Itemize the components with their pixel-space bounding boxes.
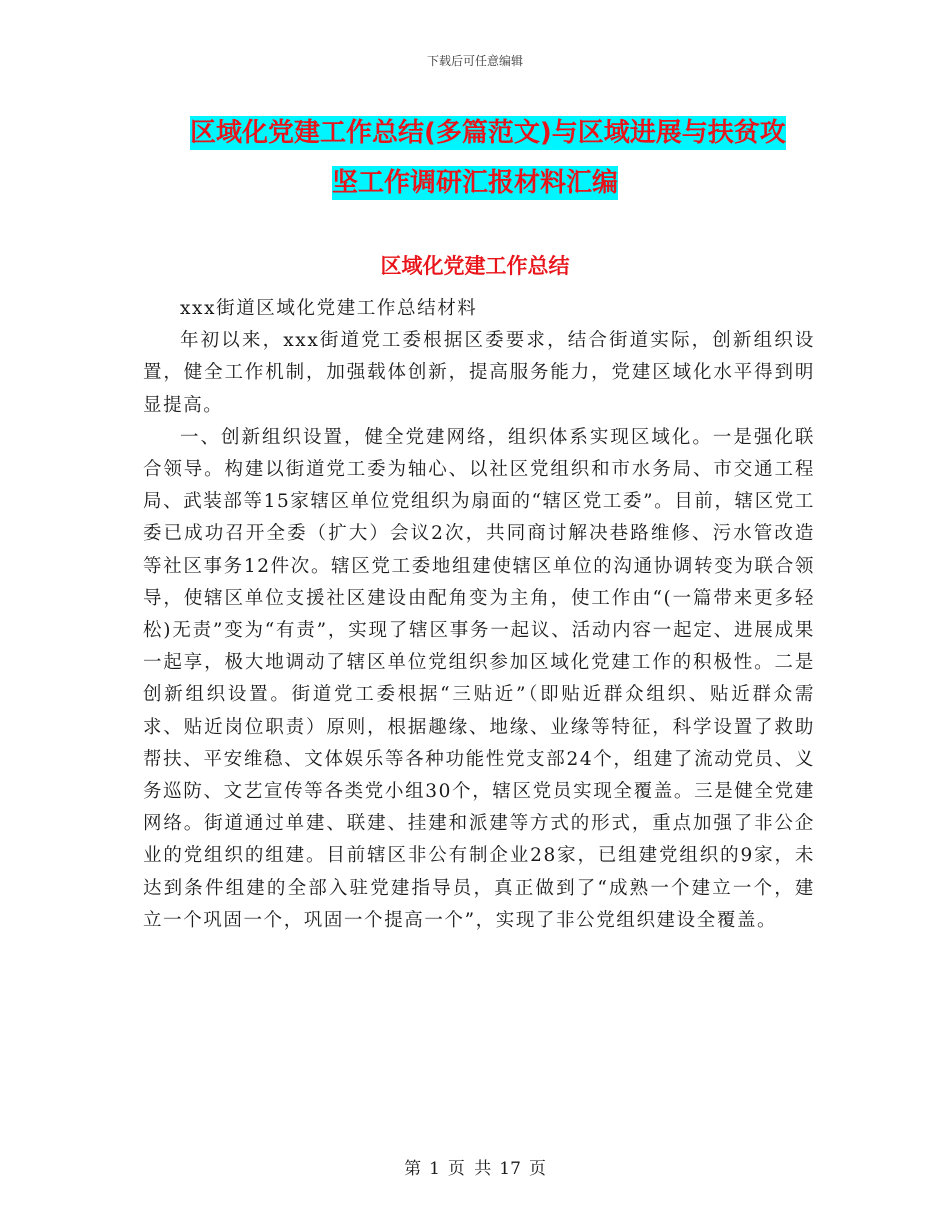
footer-page-number: 1 xyxy=(429,1159,440,1179)
section-title: 区域化党建工作总结 xyxy=(380,254,570,278)
footer-middle: 页 共 xyxy=(447,1159,492,1179)
page-footer xyxy=(0,1154,950,1179)
header-note: 下载后可任意编辑 xyxy=(426,54,523,68)
paragraph-subtitle: xxx街道区域化党建工作总结材料 xyxy=(180,298,478,319)
footer-prefix: 第 xyxy=(404,1159,422,1179)
document-body xyxy=(143,293,815,937)
title-line-1 xyxy=(140,108,820,158)
title-line-1-text: 区域化党建工作总结(多篇范文)与区域进展与扶贫攻 xyxy=(190,118,786,148)
paragraph-section-one: 一、创新组织设置，健全党建网络，组织体系实现区域化。一是强化联合领导。构建以街道党工委为轴心、以社区党组织和市水务局、市交通工程局、武装部等15家辖区单位党组织为扇面的“辖区党工委”。目前，辖区党工委已成功召开全委（扩大）会议2次，共同商讨解决巷路维修、污水管改造等社区事务12件次。辖区党工委地组建使辖区单位的沟通协调转变为联合领导，使辖区单位支援社区建设由配角变为主角，使工作由“(一篇带来更多轻松)无责”变为“有责”，实现了辖区事务一起议、活动内容一起定、进展成果一起享，极大地调动了辖区单位党组织参加区域化党建工作的积极性。二是创新组织设置。街道党工委根据“三贴近”（即贴近群众组织、贴近群众需求、贴近岗位职责）原则，根据趣缘、地缘、业缘等特征，科学设置了救助帮扶、平安维稳、文体娱乐等各种功能性党支部24个，组建了流动党员、义务巡防、文艺宣传等各类党小组30个，辖区党员实现全覆盖。三是健全党建网络。街道通过单建、联建、挂建和派建等方式的形式，重点加强了非公企业的党组织的组建。目前辖区非公有制企业28家，已组建党组织的9家，未达到条件组建的全部入驻党建指导员，真正做到了“成熟一个建立一个，建立一个巩固一个，巩固一个提高一个”，实现了非公党组织建设全覆盖。 xyxy=(143,426,815,931)
document-title xyxy=(140,108,820,208)
footer-total-pages: 17 xyxy=(499,1159,521,1179)
footer-suffix: 页 xyxy=(528,1159,546,1179)
title-line-2 xyxy=(140,158,820,208)
title-line-2-text: 坚工作调研汇报材料汇编 xyxy=(332,168,619,198)
paragraph-intro: 年初以来，xxx街道党工委根据区委要求，结合街道实际，创新组织设置，健全工作机制，加强载体创新，提高服务能力，党建区域化水平得到明显提高。 xyxy=(143,330,815,416)
